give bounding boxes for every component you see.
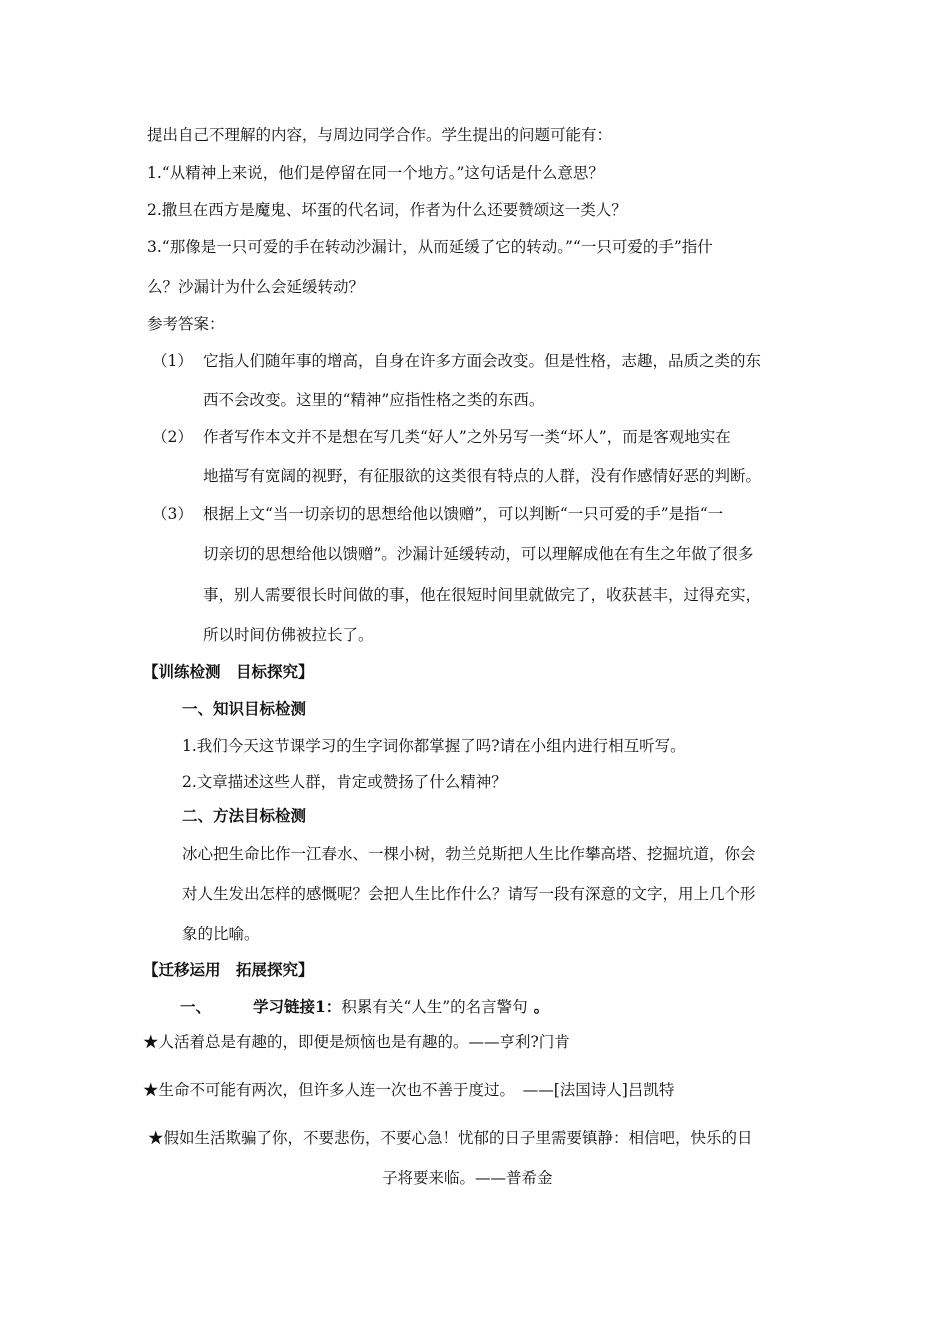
answer-3-line-3: 事，别人需要很长时间做的事，他在很短时间里就做完了，收获甚丰，过得充实，: [203, 586, 762, 604]
question-3-cont: 么？沙漏计为什么会延缓转动？: [147, 278, 365, 296]
link-label: 学习链接1：: [253, 997, 342, 1016]
answer-2-line-2: 地描写有宽阔的视野，有征服欲的这类很有特点的人群，没有作感情好恶的判断。: [203, 467, 762, 485]
answer-3-line-1: 根据上文“当一切亲切的思想给他以馈赠”，可以判断“一只可爱的手”是指“一: [203, 505, 724, 523]
answer-2-line-1: 作者写作本文并不是想在写几类“好人”之外另写一类“坏人”，而是客观地实在: [203, 428, 731, 446]
quote-3-line-2: 子将要来临。——普希金: [382, 1169, 553, 1187]
quote-2: ★生命不可能有两次，但许多人连一次也不善于度过。 ——[法国诗人]吕凯特: [143, 1081, 675, 1099]
link-number: 一、: [180, 997, 212, 1016]
answer-3-line-4: 所以时间仿佛被拉长了。: [203, 626, 374, 644]
link-text: 积累有关“人生”的名言警句: [341, 998, 528, 1016]
link-end: 。: [533, 997, 550, 1016]
quote-3-line-1: ★假如生活欺骗了你，不要悲伤，不要心急！忧郁的日子里需要镇静：相信吧，快乐的日: [148, 1129, 753, 1147]
answer-2-number: （2）: [152, 428, 193, 446]
section-1-sub-2: 二、方法目标检测: [182, 806, 307, 825]
section-1-sub-1: 一、知识目标检测: [182, 699, 307, 718]
answer-1-line-1: 它指人们随年事的增高，自身在许多方面会改变。但是性格，志趣，品质之类的东: [203, 352, 762, 370]
section-2-title: 【迁移运用 拓展探究】: [143, 960, 314, 979]
section-1-item-1: 1.我们今天这节课学习的生字词你都掌握了吗?请在小组内进行相互听写。: [182, 737, 686, 755]
question-3: 3.“那像是一只可爱的手在转动沙漏计，从而延缓了它的转动。”“一只可爱的手”指什: [147, 238, 713, 256]
answer-3-line-2: 切亲切的思想给他以馈赠”。沙漏计延缓转动，可以理解成他在有生之年做了很多: [203, 545, 754, 563]
question-2: 2.撒旦在西方是魔鬼、坏蛋的代名词，作者为什么还要赞颂这一类人？: [147, 201, 627, 219]
answer-1-number: （1）: [152, 352, 193, 370]
answer-1-line-2: 西不会改变。这里的“精神”应指性格之类的东西。: [203, 391, 545, 409]
section-1-para-line-1: 冰心把生命比作一江春水、一棵小树，勃兰兑斯把人生比作攀高塔、挖掘坑道，你会: [182, 845, 756, 863]
link-row: [180, 996, 549, 1018]
answers-heading: 参考答案：: [147, 315, 225, 333]
question-1: 1.“从精神上来说，他们是停留在同一个地方。”这句话是什么意思？: [147, 164, 604, 182]
section-1-item-2: 2.文章描述这些人群，肯定或赞扬了什么精神？: [182, 773, 507, 791]
section-1-title: 【训练检测 目标探究】: [143, 662, 314, 681]
section-1-para-line-2: 对人生发出怎样的感慨呢？会把人生比作什么？请写一段有深意的文字，用上几个形: [182, 885, 756, 903]
intro-text: 提出自己不理解的内容，与周边同学合作。学生提出的问题可能有：: [147, 126, 613, 144]
quote-1: ★人活着总是有趣的，即便是烦恼也是有趣的。——亨利?门肯: [143, 1033, 570, 1051]
section-1-para-line-3: 象的比喻。: [182, 925, 260, 943]
answer-3-number: （3）: [152, 505, 193, 523]
